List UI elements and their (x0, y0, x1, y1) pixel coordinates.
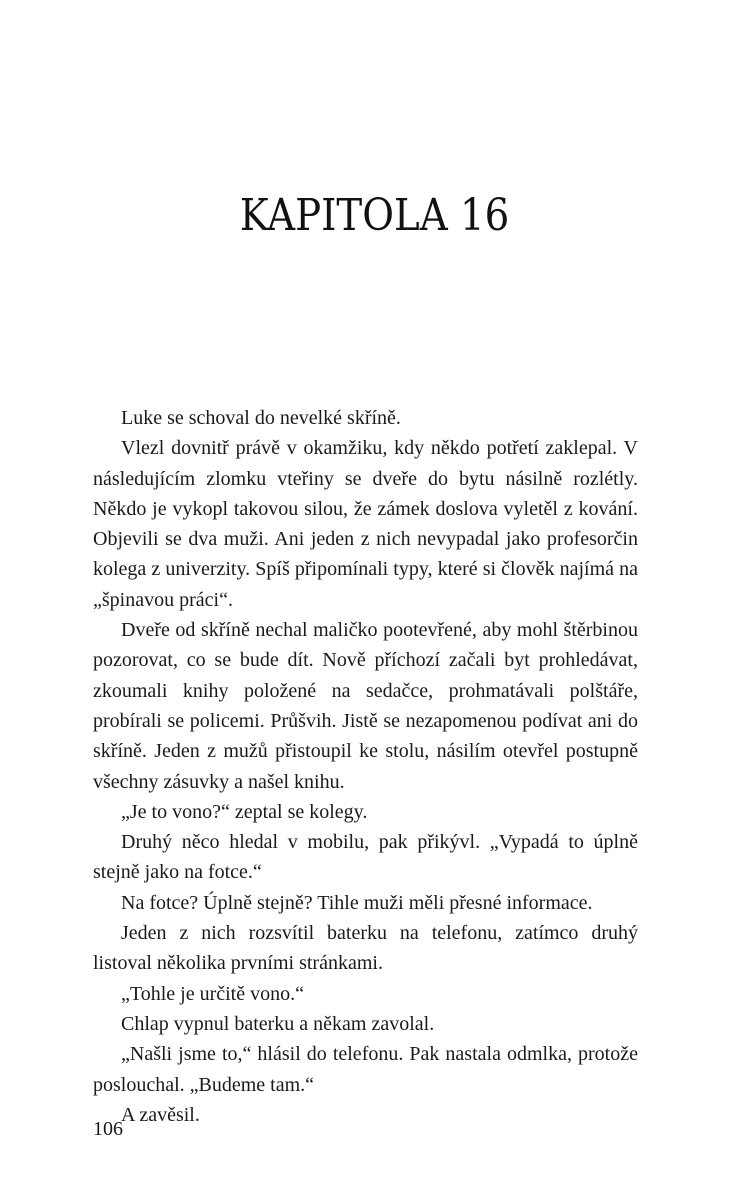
paragraph: A zavěsil. (121, 1103, 200, 1126)
paragraph: „Našli jsme to,“ hlásil do telefonu. Pak nastala odmlka, protože poslouchal. „Budeme tam.“ (93, 1043, 638, 1096)
chapter-title: KAPITOLA 16 (239, 190, 510, 241)
page-number: 106 (93, 1118, 123, 1140)
paragraph: Na fotce? Úplně stejně? Tihle muži měli přesné informace. (121, 891, 593, 914)
paragraph: Druhý něco hledal v mobilu, pak přikývl. „Vypadá to úplně stejně jako na fotce.“ (93, 831, 638, 884)
paragraph: „Je to vono?“ zeptal se kolegy. (121, 800, 368, 823)
paragraph: „Tohle je určitě vono.“ (121, 982, 304, 1005)
paragraph: Luke se schoval do nevelké skříně. (121, 407, 401, 429)
paragraph: Dveře od skříně nechal maličko pootevřené, aby mohl štěrbinou pozorovat, co se bude dít. Nově příchozí začali byt prohledávat, zkoumali knihy položené na sedačce, prohmatávali polštáře, probírali se policemi. Průšvih. Jistě se nezapomenou podívat ani do skříně. Jeden z mužů přistoupil ke stolu, násilím otevřel postupně všechny zásuvky a našel knihu. (93, 619, 638, 793)
paragraph: Vlezl dovnitř právě v okamžiku, kdy někdo potřetí zaklepal. V následujícím zlomku vteřiny se dveře do bytu násilně rozlétly. Někdo je vykopl takovou silou, že zámek doslova vyletěl z kování. Objevili se dva muži. Ani jeden z nich nevypadal jako profesorčin kolega z univerzity. Spíš připomínali typy, které si člověk najímá na „špinavou práci“. (93, 437, 638, 611)
paragraph: Jeden z nich rozsvítil baterku na telefonu, zatímco druhý listoval několika prvními stránkami. (93, 922, 638, 975)
chapter-body (93, 403, 638, 1130)
paragraph: Chlap vypnul baterku a někam zavolal. (121, 1012, 435, 1035)
